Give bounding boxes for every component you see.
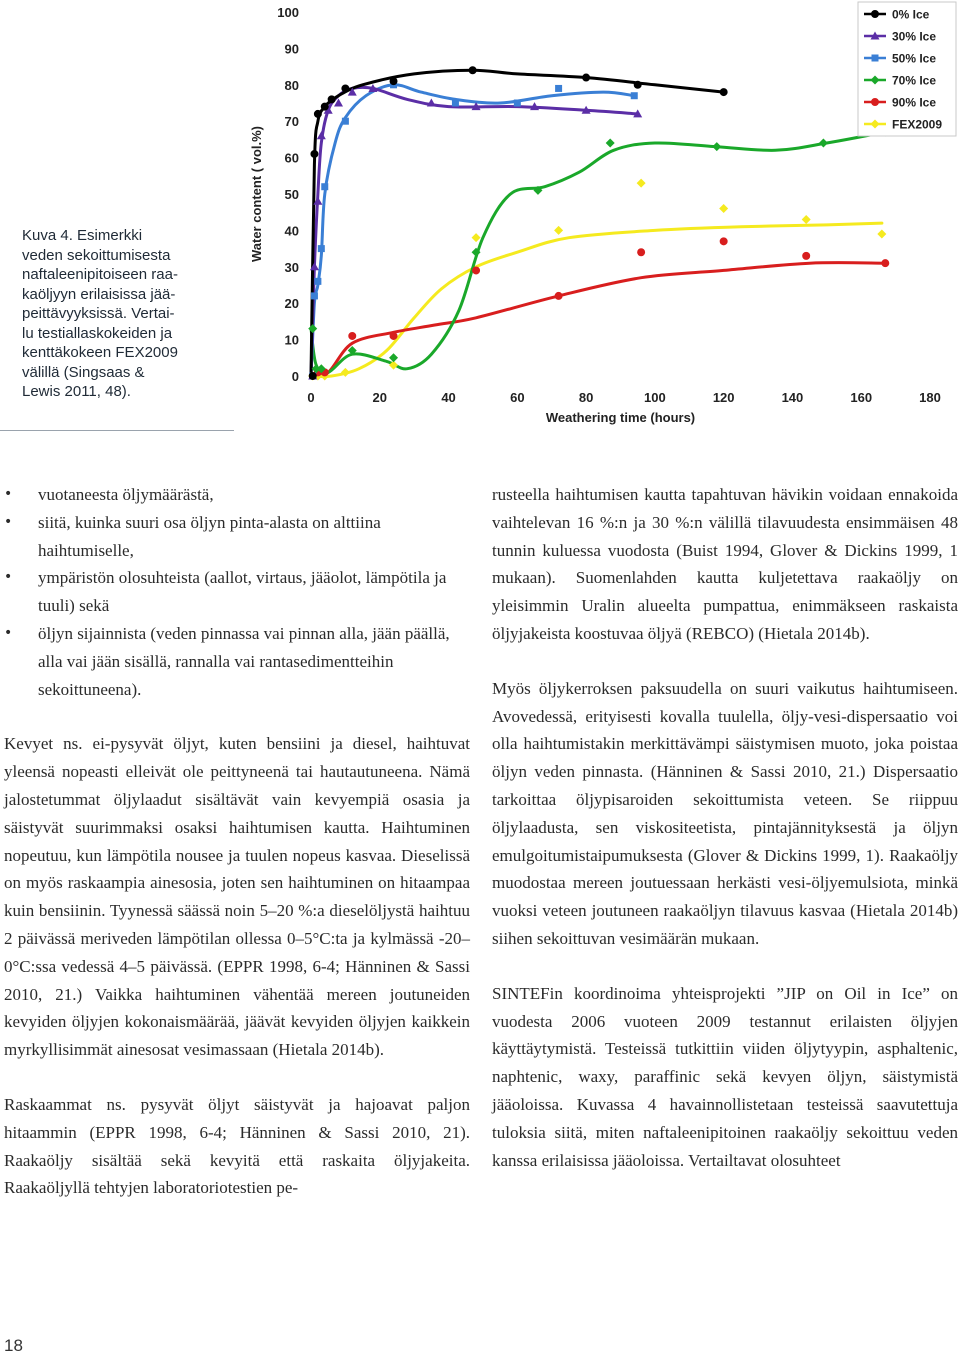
data-point — [637, 179, 646, 188]
data-point — [514, 100, 521, 107]
data-point — [882, 260, 889, 267]
x-tick-label: 80 — [578, 390, 594, 405]
data-point — [634, 81, 641, 88]
x-tick-label: 100 — [644, 390, 666, 405]
x-tick-label: 180 — [919, 390, 941, 405]
paragraph-jip-project: SINTEFin koordinoima yhteisprojekti ”JIP on Oil in Ice” on vuodesta 2006 vuoteen 2009 testannut erilaisten öljyjen käyttäytymistä. Testeissä tutkittiin viiden öljytyypin, asphaltenic, naphtenic, waxy, paraffinic sekä kevyen öljyn, säistymistä jääoloissa. Kuvassa 4 havainnollistetaan testeissä saavutettuja tuloksia siitä, miten naftaleenipitoinen raakaöljy sekoittuu veden kanssa erilaisissa jääoloissa. Vertailtavat olosuhteet — [492, 983, 958, 1170]
x-tick-label: 20 — [372, 390, 388, 405]
data-point — [311, 292, 318, 299]
y-tick-label: 50 — [284, 187, 299, 202]
data-point — [720, 238, 727, 245]
x-tick-label: 60 — [510, 390, 525, 405]
data-point — [318, 245, 325, 252]
data-point — [472, 233, 481, 242]
legend-marker — [872, 11, 879, 18]
fit-line — [311, 263, 885, 376]
bullet-item: • vuotaneesta öljymäärästä, — [4, 481, 470, 509]
data-point — [631, 92, 638, 99]
data-point — [311, 150, 318, 157]
legend-marker — [872, 99, 879, 106]
data-point — [712, 142, 721, 151]
data-point — [314, 110, 321, 117]
data-point — [583, 74, 590, 81]
data-point — [317, 131, 326, 139]
data-point — [321, 103, 328, 110]
bullet-item: • siitä, kuinka suuri osa öljyn pinta-alasta on alttiina haihtumiselle, — [4, 509, 470, 565]
data-point — [349, 332, 356, 339]
data-point — [819, 139, 828, 148]
paragraph-heavy-oils: Raskaammat ns. pysyvät öljyt säistyvät ja hajoavat paljon hitaammin (EPPR 1998, 6-4; Hänninen & Sassi 2010, 21). Raakaöljy sisältää sekä kevyitä että raskaita öljyjakeita. Raakaöljyllä tehtyjen laboratoriotestien pe- — [4, 1094, 470, 1198]
y-axis-label: Water content ( vol.%) — [249, 125, 264, 263]
y-tick-label: 70 — [284, 114, 299, 130]
data-point — [342, 118, 349, 125]
data-point — [802, 215, 811, 224]
data-point — [308, 324, 317, 333]
chart-svg — [240, 0, 960, 440]
legend-label: 50% Ice — [892, 51, 937, 66]
fit-line — [311, 70, 724, 376]
fit-line — [311, 223, 882, 376]
fit-line — [311, 87, 638, 376]
data-point — [452, 100, 459, 107]
data-point — [321, 183, 328, 190]
paragraph-dispersion: Myös öljykerroksen paksuudella on suuri vaikutus haihtumiseen. Avovedessä, erityisesti kovalla tuulella, öljy-vesi-dispersaatio voi olla haihtumistakin merkittävämpi säistymisen muoto, joka poistaa öljyn veden pinnasta. (Hänninen & Sassi 2010, 21.) Dispersaatio tarkoittaa öljypisaroiden sekoittumista veteen. Se riippuu öljylaadusta, sen viskositeetista, pintajännityksestä ja öljyn emulgoitumistaipumuksesta (Glover & Dickins 1999, 1). Raakaöljy muodostaa mereen joutuessaan herkästi vesi-öljyemulsiota, minkä vuoksi veteen joutuneen raakaöljyn tilavuus kasvaa (Hietala 2014b) siihen sekoittuvan vesimäärän mukaan. — [492, 678, 958, 948]
data-point — [555, 85, 562, 92]
figure-caption: Kuva 4. Esimerkki veden sekoittumisesta naftaleenipitoiseen raa- kaöljyyn erilaisissa jää- peittävyyksissä. Vertai- lu testiallaskokeiden ja kenttäkokeen FEX2009 välillä (Singsaas & Lewis 2011, 48). — [22, 227, 178, 400]
y-tick-label: 60 — [284, 150, 299, 166]
legend-label: 30% Ice — [892, 29, 937, 44]
x-tick-label: 120 — [712, 390, 735, 405]
y-tick-label: 20 — [284, 296, 299, 312]
y-tick-label: 90 — [284, 41, 299, 57]
bullet-item: • öljyn sijainnista (veden pinnassa vai pinnan alla, jään päällä, alla vai jään sisällä, rannalla vai rantasedimentteihin sekoittuneena). — [4, 620, 470, 703]
x-tick-label: 160 — [850, 390, 873, 405]
legend-label: 70% Ice — [892, 73, 937, 88]
y-tick-label: 10 — [284, 332, 299, 348]
x-tick-label: 140 — [781, 390, 804, 405]
paragraph-evaporation-loss: rusteella haihtumisen kautta tapahtuvan hävikin voidaan ennakoida vaihtelevan 16 %:n ja 30 %:n välillä tilavuudesta ensimmäisen 48 tunnin kuluessa vuodosta (Buist 1994, Glover & Dickins 1999, 1 mukaan). Suomenlahden kautta kuljetettava raakaöljy on yleisimmin Uralin alueelta pumpattua, enimmäkseen raskaista öljyjakeista koostuvaa öljyä (REBCO) (Hietala 2014b). — [492, 485, 958, 643]
right-column — [492, 481, 958, 1174]
legend-box — [858, 2, 956, 136]
data-point — [803, 252, 810, 259]
y-tick-label: 0 — [291, 369, 299, 384]
left-column — [4, 481, 470, 1202]
paragraph-light-oils: Kevyet ns. ei-pysyvät öljyt, kuten bensiini ja diesel, haihtuvat yleensä nopeasti elleivät ole peittyneenä tai hautautuneena. Nämä jalostetummat öljylaadut sisältävät vain kevyempiä osasia ja säistyvät suurimmaksi osaksi haihtumisen kautta. Haihtuminen nopeutuu, kun lämpötila nousee ja tuulen nopeus kasvaa. Dieselissä on myös raskaampia ainesosia, joten sen haihtuminen on hitaampaa kuin bensiinin. Tyynessä säässä noin 5–20 %:a dieselöljystä haihtuu 2 päivässä meriveden lämpötilan ollessa 0–5°C:ta ja kylmässä -20–0°C:ssa vedessä 4–5 päivässä. (EPPR 1998, 6-4; Hänninen & Sassi 2010, 21.) Vaikka haihtuminen vähentää mereen joutuneiden kevyiden öljyjen kokonaismäärää, jäävät kevyiden öljyjen kaikkein myrkyllisimmät ainesosat vesimassaan (Hietala 2014b). — [4, 734, 470, 1060]
x-axis-label: Weathering time (hours) — [545, 410, 696, 425]
water-content-chart — [240, 0, 960, 440]
data-point — [390, 332, 397, 339]
x-tick-label: 40 — [441, 390, 456, 405]
data-point — [469, 67, 476, 74]
data-point — [389, 353, 398, 362]
data-point — [719, 204, 728, 213]
legend-marker — [872, 55, 879, 62]
data-point — [309, 373, 316, 380]
data-point — [555, 292, 562, 299]
x-tick-label: 0 — [307, 390, 315, 405]
page-number: 18 — [4, 1336, 23, 1355]
caption-divider — [0, 430, 234, 431]
legend-label: 90% Ice — [892, 95, 937, 110]
y-tick-label: 100 — [277, 5, 299, 20]
data-point — [877, 230, 886, 239]
data-point — [638, 249, 645, 256]
data-point — [473, 267, 480, 274]
fit-line — [311, 85, 634, 376]
data-point — [328, 96, 335, 103]
factor-list — [4, 481, 470, 703]
data-point — [342, 85, 349, 92]
y-tick-label: 40 — [284, 223, 299, 239]
y-tick-label: 80 — [284, 77, 299, 93]
legend-label: 0% Ice — [892, 7, 930, 22]
bullet-item: • ympäristön olosuhteista (aallot, virtaus, jääolot, lämpötila ja tuuli) sekä — [4, 564, 470, 620]
legend-label: FEX2009 — [892, 117, 943, 132]
y-tick-label: 30 — [284, 259, 299, 275]
data-point — [606, 139, 615, 148]
data-point — [314, 278, 321, 285]
data-point — [720, 89, 727, 96]
data-point — [554, 226, 563, 235]
data-point — [390, 78, 397, 85]
